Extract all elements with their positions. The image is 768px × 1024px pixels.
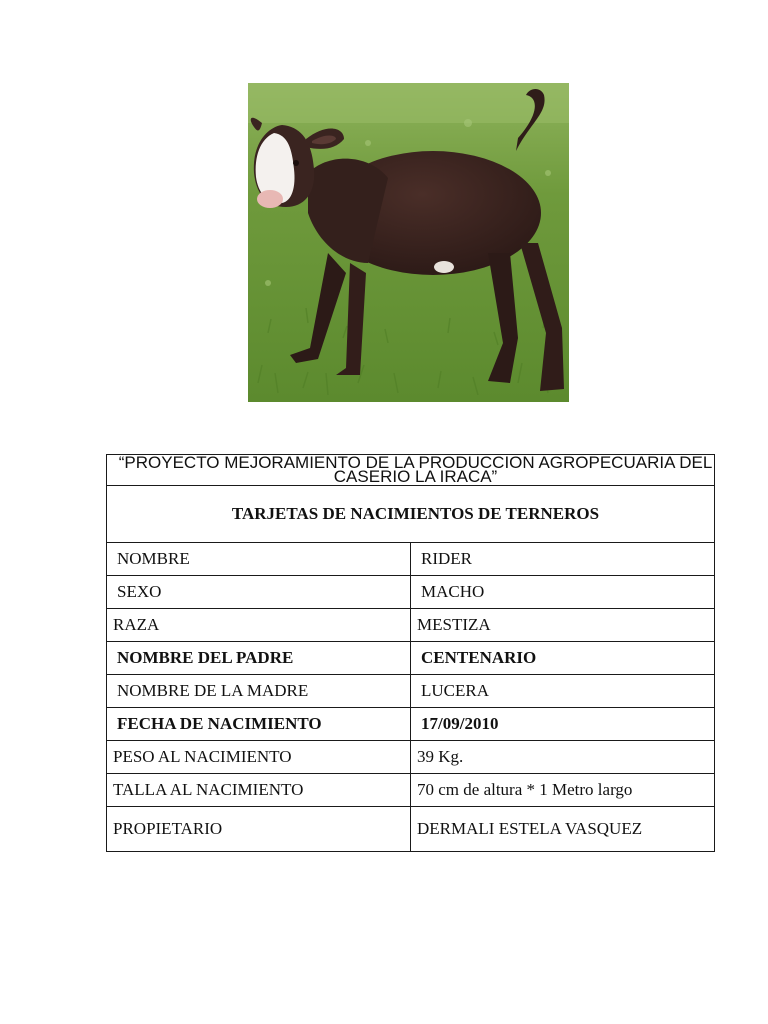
field-value: 39 Kg. — [411, 741, 715, 774]
field-label: NOMBRE — [107, 543, 411, 576]
field-value: DERMALI ESTELA VASQUEZ — [411, 807, 715, 852]
table-row — [107, 642, 715, 675]
card-title: TARJETAS DE NACIMIENTOS DE TERNEROS — [107, 486, 715, 543]
field-label: PROPIETARIO — [107, 807, 411, 852]
table-row — [107, 774, 715, 807]
field-label: RAZA — [107, 609, 411, 642]
table-row — [107, 807, 715, 852]
table-row — [107, 543, 715, 576]
field-value: MACHO — [411, 576, 715, 609]
table-row — [107, 741, 715, 774]
calf-photo — [248, 83, 569, 402]
table-row — [107, 675, 715, 708]
field-value: CENTENARIO — [411, 642, 715, 675]
table-row — [107, 609, 715, 642]
field-label: FECHA DE NACIMIENTO — [107, 708, 411, 741]
card-title-row — [107, 486, 715, 543]
field-label: NOMBRE DEL PADRE — [107, 642, 411, 675]
table-row — [107, 576, 715, 609]
birth-card-table — [106, 454, 715, 852]
project-header-row — [107, 455, 715, 486]
field-value: MESTIZA — [411, 609, 715, 642]
field-label: TALLA AL NACIMIENTO — [107, 774, 411, 807]
field-label: SEXO — [107, 576, 411, 609]
table-row — [107, 708, 715, 741]
field-value: 70 cm de altura * 1 Metro largo — [411, 774, 715, 807]
field-value: LUCERA — [411, 675, 715, 708]
field-label: NOMBRE DE LA MADRE — [107, 675, 411, 708]
project-name: “PROYECTO MEJORAMIENTO DE LA PRODUCCION AGROPECUARIA DEL CASERIO LA IRACA” — [107, 455, 715, 486]
field-label: PESO AL NACIMIENTO — [107, 741, 411, 774]
field-value: 17/09/2010 — [411, 708, 715, 741]
calf-image — [248, 83, 569, 402]
field-value: RIDER — [411, 543, 715, 576]
